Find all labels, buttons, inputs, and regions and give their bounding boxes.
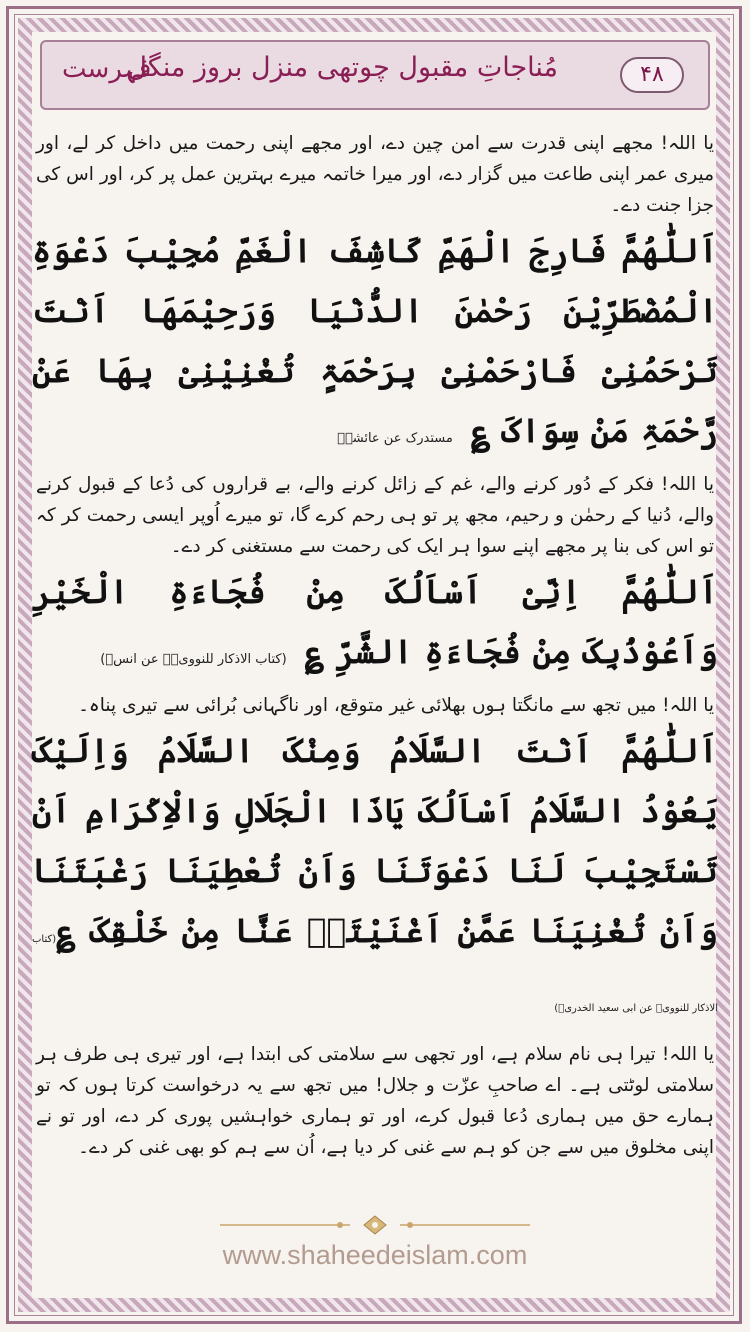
page-header bbox=[40, 40, 710, 110]
translation-2: یا اللہ! فکر کے دُور کرنے والے، غم کے زائل کرنے والے، بے قراروں کی دُعا کے قبول کرنے والے، دُنیا کے رحمٰن و رحیم، مجھ پر تو ہی رحم کرے گا، تو میرے اُوپر ایسی رحمت کر کہ تو اس کی بنا پر مجھے اپنے سوا ہر ایک کی رحمت سے مستغنی کر دے۔ bbox=[36, 474, 714, 557]
dua-text-2: اَللّٰھُمَّ اِنِّیْ اَسْاَلُکَ مِنْ فُجَاءَۃِ الْخَیْرِ وَاَعُوْذُبِکَ مِنْ فُجَاءَۃِ الشَّرِّ ؏ bbox=[32, 572, 718, 671]
website-link[interactable]: www.shaheedeislam.com bbox=[222, 1240, 528, 1270]
translation-1: یا اللہ! مجھے اپنی قدرت سے امن چین دے، اور مجھے اپنی رحمت میں داخل کر لے، اور میری عمر اپنی طاعت میں گزار دے، اور میرا خاتمہ میرے بہترین عمل پر کر، اور اس کی جزا جنت دے۔ bbox=[36, 133, 714, 216]
ornament-divider-icon bbox=[210, 1214, 540, 1236]
page-title: مُناجاتِ مقبول چوتھی منزل بروز منگل bbox=[127, 52, 558, 83]
dua-arabic-2 bbox=[32, 562, 718, 690]
page-number: ۴۸ bbox=[620, 57, 684, 93]
dua-text-1: اَللّٰھُمَّ فَارِجَ الْھَمِّ کَاشِفَ الْغَمِّ مُجِیْبَ دَعْوَۃِ الْمُضْطَرِّیْنَ رَحْمٰنَ الدُّنْیَا وَرَحِیْمَھَا اَنْتَ تَرْحَمُنِیْ فَارْحَمْنِیْ بِرَحْمَۃٍ تُغْنِیْنِیْ بِھَا عَنْ رَّحْمَۃِ مَنْ سِوَاکَ ؏ bbox=[32, 231, 718, 450]
dua-text-3: اَللّٰھُمَّ اَنْتَ السَّلَامُ وَمِنْکَ السَّلَامُ وَاِلَیْکَ یَعُوْدُ السَّلَامُ اَسْاَلُکَ یَاذَا الْجَلَالِ وَالْاِکْرَامِ اَنْ تَسْتَجِیْبَ لَنَا دَعْوَتَنَا وَاَنْ تُعْطِیَنَا رَغْبَتَنَا وَاَنْ تُغْنِیَنَا عَمَّنْ اَغْنَیْتَہٗ عَنَّا مِنْ خَلْقِکَ ؏ bbox=[32, 731, 718, 950]
dua-arabic-1 bbox=[32, 221, 718, 469]
translation-3: یا اللہ! میں تجھ سے مانگتا ہوں بھلائی غیر متوقع، اور ناگہانی بُرائی سے تیری پناہ۔ bbox=[78, 695, 714, 716]
index-link[interactable]: فہرست bbox=[62, 54, 152, 84]
dua-arabic-3 bbox=[32, 721, 718, 1039]
main-content bbox=[32, 128, 718, 1163]
dua-reference-2: (کتاب الاذکار للنوویؒ۔ عن انسؓ) bbox=[100, 652, 287, 667]
translation-4: یا اللہ! تیرا ہی نام سلام ہے، اور تجھی سے سلامتی کی ابتدا ہے، اور تیری ہی طرف ہر سلامتی لوٹتی ہے۔ اے صاحبِ عزّت و جلال! میں تجھ سے یہ درخواست کرتا ہوں کہ تو ہمارے حق میں ہماری دُعا قبول کرے، اور تو ہماری خواہشیں پوری کر دے، اور تو نے اپنی مخلوق میں سے جن کو ہم سے غنی کر دیا ہے، اُن سے ہم کو بھی غنی کر دے۔ bbox=[36, 1044, 714, 1158]
dua-reference-3: (کتاب الاذکار للنوویؒ عن ابی سعید الخدریؓ) bbox=[32, 934, 718, 1014]
dua-reference-1: مستدرک عن عائشہؓ bbox=[337, 431, 453, 446]
